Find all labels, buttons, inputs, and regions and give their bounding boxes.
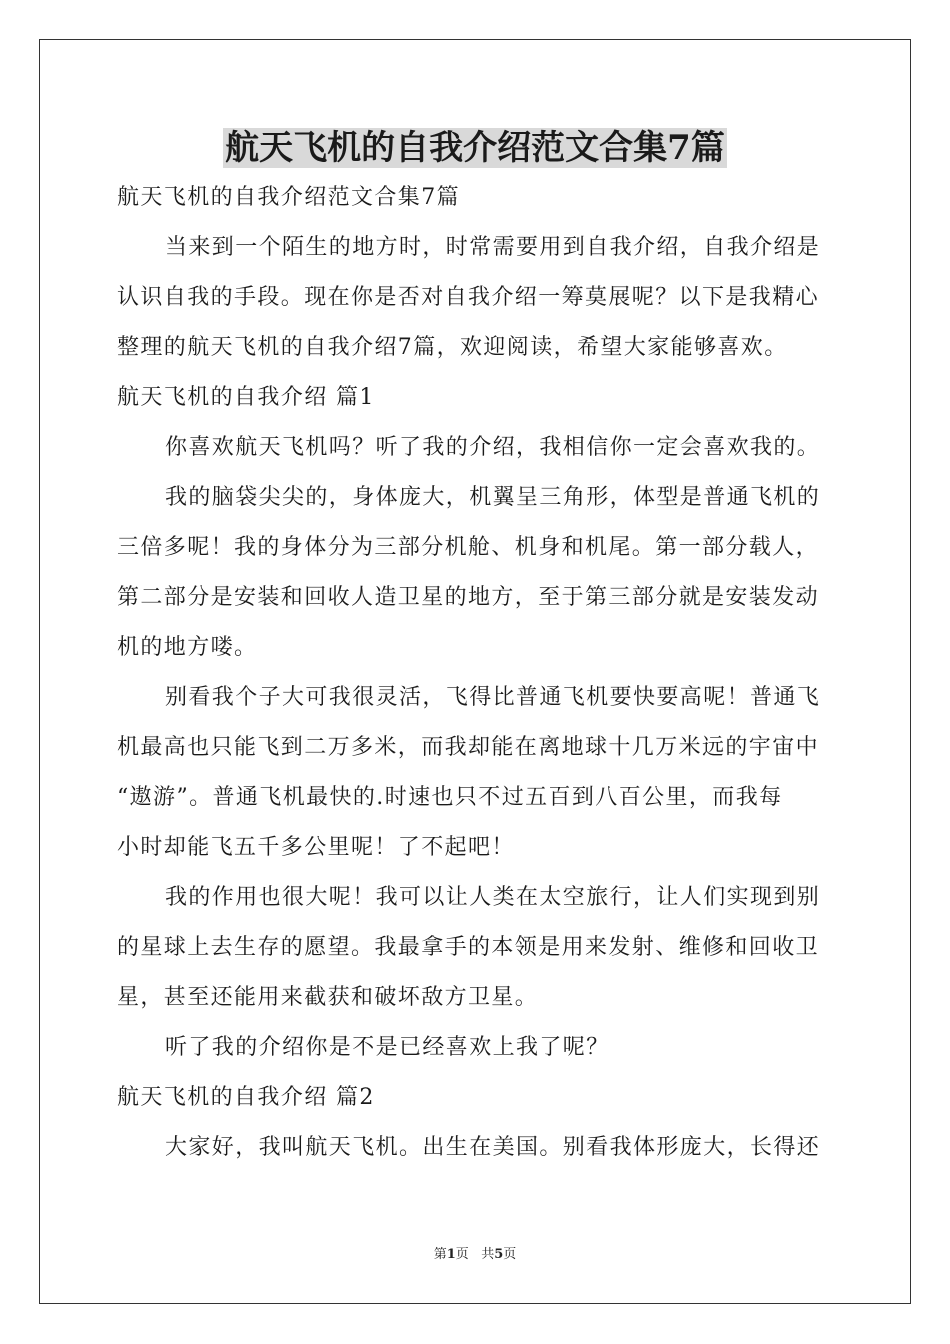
text-line: 航天飞机的自我介绍 篇1 [117, 385, 375, 410]
footer-page-number: 1 [446, 1247, 456, 1262]
text-line: 认识自我的手段。现在你是否对自我介绍一筹莫展呢？以下是我精心 [117, 285, 820, 310]
text-line: 第二部分是安装和回收人造卫星的地方，至于第三部分就是安装发动 [117, 585, 820, 610]
text-line: 小时却能飞五千多公里呢！了不起吧！ [117, 835, 515, 860]
text-line: 整理的航天飞机的自我介绍7篇，欢迎阅读，希望大家能够喜欢。 [117, 335, 788, 360]
document-title [0, 126, 950, 170]
footer-total-prefix: 共 [481, 1247, 495, 1262]
text-line: 星，甚至还能用来截获和破坏敌方卫星。 [117, 985, 539, 1010]
text-line: 当来到一个陌生的地方时，时常需要用到自我介绍，自我介绍是 [165, 235, 821, 260]
text-line: 三倍多呢！我的身体分为三部分机舱、机身和机尾。第一部分载人， [117, 535, 820, 560]
text-line: 的星球上去生存的愿望。我最拿手的本领是用来发射、维修和回收卫 [117, 935, 820, 960]
text-line: 听了我的介绍你是不是已经喜欢上我了呢？ [165, 1035, 610, 1060]
text-line: 别看我个子大可我很灵活，飞得比普通飞机要快要高呢！普通飞 [165, 685, 821, 710]
text-line: 机最高也只能飞到二万多米，而我却能在离地球十几万米远的宇宙中 [117, 735, 820, 760]
footer-total-suffix: 页 [503, 1247, 517, 1262]
text-line: “遨游”。普通飞机最快的.时速也只不过五百到八百公里，而我每 [117, 785, 783, 810]
footer-total-pages: 5 [494, 1247, 504, 1262]
footer-page-prefix: 第 [433, 1247, 447, 1262]
document-body [117, 173, 833, 1173]
text-line: 大家好，我叫航天飞机。出生在美国。别看我体形庞大，长得还 [165, 1135, 821, 1160]
document-title-text: 航天飞机的自我介绍范文合集7篇 [225, 128, 725, 168]
footer-page-suffix: 页 [455, 1247, 469, 1262]
text-line: 航天飞机的自我介绍 篇2 [117, 1085, 375, 1110]
text-line: 你喜欢航天飞机吗？听了我的介绍，我相信你一定会喜欢我的。 [165, 435, 821, 460]
text-line: 我的作用也很大呢！我可以让人类在太空旅行，让人们实现到别 [165, 885, 821, 910]
page-footer [0, 1245, 950, 1265]
text-line: 我的脑袋尖尖的，身体庞大，机翼呈三角形，体型是普通飞机的 [165, 485, 821, 510]
text-line: 航天飞机的自我介绍范文合集7篇 [117, 185, 460, 210]
text-line: 机的地方喽。 [117, 635, 258, 660]
